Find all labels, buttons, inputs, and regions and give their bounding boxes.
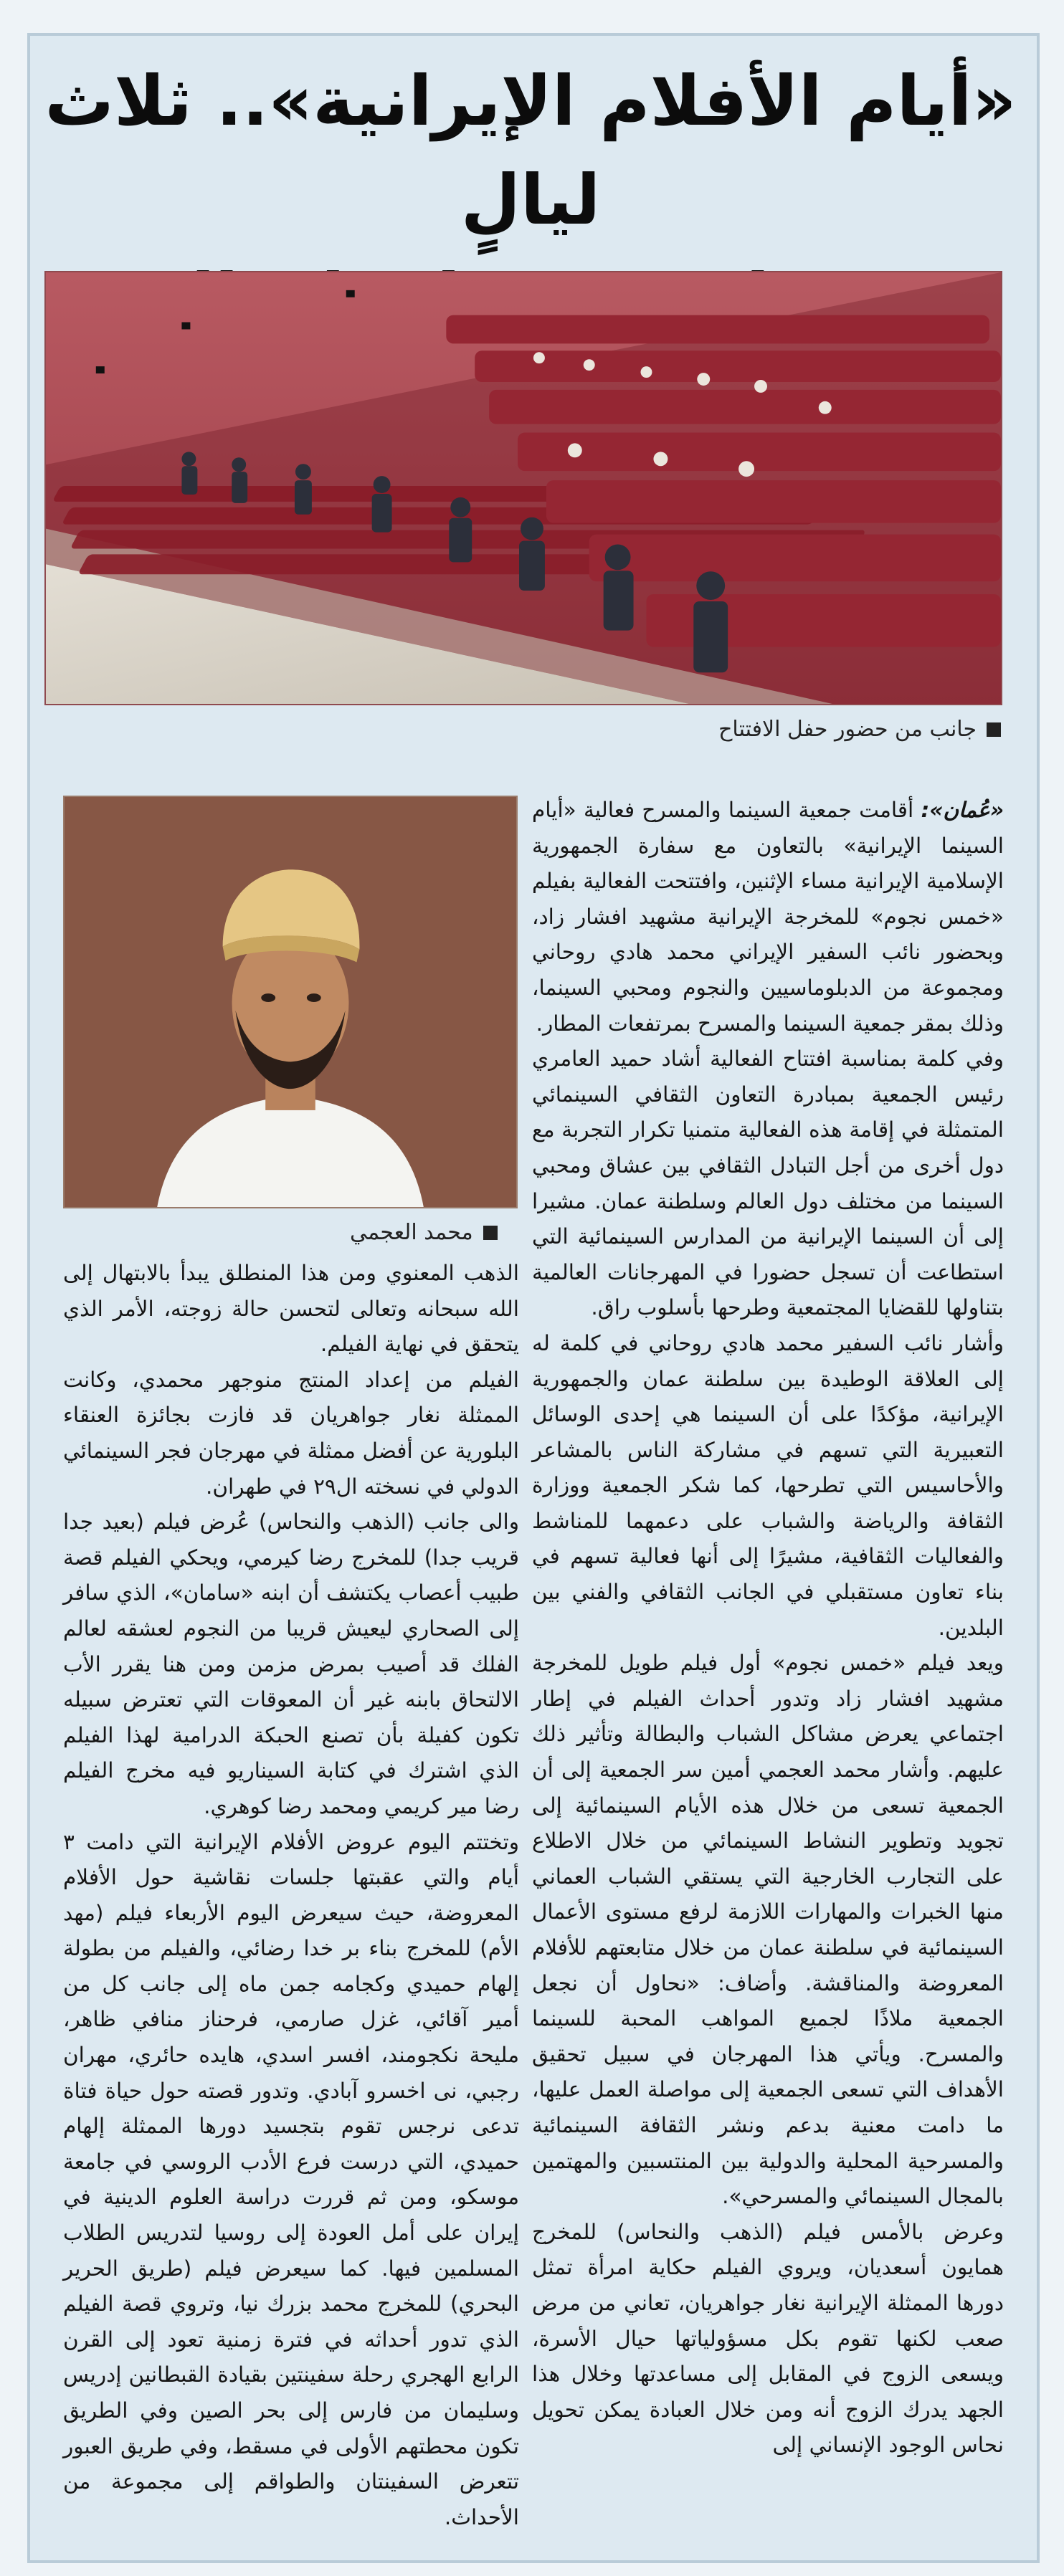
caption-bullet-icon — [987, 722, 1001, 737]
article-paragraph — [63, 1256, 519, 1363]
paragraph-text: أقامت جمعية السينما والمسرح فعالية «أيام السينما الإيرانية» بالتعاون مع سفارة الجمهورية الإسلامية الإيرانية مساء الإثنين، وافتتحت الفعالية بفيلم «خمس نجوم» للمخرجة الإيرانية مشهيد افشار زاد، وبحضور نائب السفير الإيراني محمد هادي روحاني ومجموعة من الدبلوماسيين والنجوم ومحبي السينما، وذلك بمقر جمعية السينما والمسرح بمرتفعات المطار. — [532, 798, 1004, 1036]
cinema-hall-photo — [44, 271, 1002, 705]
paragraph-text: الذهب المعنوي ومن هذا المنطلق يبدأ بالابتهال إلى الله سبحانه وتعالى لتحسن حالة زوجته، الأمر الذي يتحقق في نهاية الفيلم. — [63, 1261, 519, 1357]
article-paragraph — [532, 1326, 1004, 1646]
article-paragraph — [532, 793, 1004, 1041]
cinema-hall-illustration — [46, 272, 1001, 704]
hall-photo-caption — [718, 715, 1001, 744]
paragraph-text: وعرض بالأمس فيلم (الذهب والنحاس) للمخرج همايون أسعديان، ويروي الفيلم حكاية امرأة تمثل دورها الممثلة الإيرانية نغار جواهريان، تعاني من مرض صعب لكنها تقوم بكل مسؤولياتها حيال الأسرة، ويسعى الزوج في المقابل إلى مساعدتها وخلال هذا الجهد يدرك الزوج أنه ومن خلال العبادة يمكن تحويل نحاس الوجود الإنساني إلى — [532, 2219, 1004, 2458]
portrait-caption — [350, 1218, 498, 1247]
paragraph-text: وأشار نائب السفير محمد هادي روحاني في كلمة له إلى العلاقة الوطيدة بين سلطنة عمان والجمهورية الإيرانية، مؤكدًا على أن السينما هي إحدى الوسائل التعبيرية التي تسهم في مشاركة الناس بالمشاعر والأحاسيس التي تطرحها، كما شكر الجمعية ووزارة الثقافة والرياضة والشباب على دعمهما للمناشط والفعاليات الثقافية، مشيرًا إلى أنها فعالية تسهم في بناء تعاون مستقبلي في الجانب الثقافي والفني بين البلدين. — [532, 1330, 1004, 1640]
paragraph-text: وتختتم اليوم عروض الأفلام الإيرانية التي دامت ٣ أيام والتي عقبتها جلسات نقاشية حول الأفلام المعروضة، حيث سيعرض اليوم الأربعاء فيلم (مهد الأم) للمخرج بناء بر خدا رضائي، والفيلم من بطولة إلهام حميدي وكجامه جمن ماه إلى جانب كل من أمير آقائي، غزل صارمي، فرحناز منافي ظاهر، مليحة نكجومند، افسر اسدي، هايده حائري، مهران رجبي، نی اخسرو آبادي. وتدور قصته حول حياة فتاة تدعى نرجس تقوم بتجسيد دورها الممثلة إلهام حميدي، التي درست فرع الأدب الروسي في جامعة موسكو، ومن ثم قررت دراسة العلوم الدينية في إيران على أمل العودة إلى روسيا لتدريس الطلاب المسلمين فيها. كما سيعرض فيلم (طريق الحرير البحري) للمخرج محمد بزرك نيا، وتروي قصة الفيلم الذي تدور أحداثه في فترة زمنية تعود إلى القرن الرابع الهجري رحلة سفينتين بقيادة القبطانين إدريس وسليمان من فارس إلى بحر الصين وفي الطريق تكون محطتهم الأولى في مسقط، وفي طريق العبور تتعرض السفينتان والطواقم إلى مجموعة من الأحداث. — [63, 1829, 519, 2529]
article-left-column — [63, 1256, 519, 2535]
portrait-caption-text: محمد العجمي — [350, 1220, 473, 1245]
paragraph-text: وفي كلمة بمناسبة افتتاح الفعالية أشاد حميد العامري رئيس الجمعية بمبادرة التعاون الثقافي السينمائي المتمثلة في إقامة هذه الفعالية متمنيا تكرار التجربة مع دول أخرى من أجل التبادل الثقافي بين عشاق ومحبي السينما من مختلف دول العالم وسلطنة عمان. مشيرا إلى أن السينما الإيرانية من المدارس السينمائية التي استطاعت أن تسجل حضورا في المهرجانات العالمية بتناولها للقضايا المجتمعية وطرحها بأسلوب راق. — [532, 1046, 1004, 1320]
article-paragraph — [63, 1825, 519, 2536]
article-paragraph — [63, 1363, 519, 1504]
article-paragraph — [63, 1504, 519, 1824]
hall-photo-caption-text: جانب من حضور حفل الافتتاح — [718, 717, 977, 742]
portrait-illustration — [65, 797, 516, 1207]
article-paragraph — [532, 2215, 1004, 2463]
dateline: «عُمان»: — [921, 798, 1004, 822]
article-right-column — [532, 793, 1004, 2463]
paragraph-text: ويعد فيلم «خمس نجوم» أول فيلم طويل للمخرجة مشهيد افشار زاد وتدور أحداث الفيلم في إطار اجتماعي يعرض مشاكل الشباب والبطالة وتأثير ذلك عليهم. وأشار محمد العجمي أمين سر الجمعية إلى أن الجمعية تسعى من خلال هذه الأيام السينمائية إلى تجويد وتطوير النشاط السينمائي من خلال الاطلاع على التجارب الخارجية التي يستقي الشباب العماني منها الخبرات والمهارات اللازمة لرفع مستوى الأعمال السينمائية في سلطنة عمان من خلال متابعتهم للأفلام المعروضة والمناقشة. وأضاف: «نحاول أن نجعل الجمعية ملاذًا لجميع المواهب المحبة للسينما والمسرح. ويأتي هذا المهرجان في سبيل تحقيق الأهداف التي تسعى الجمعية إلى مواصلة العمل عليها، ما دامت معنية بدعم ونشر الثقافة السينمائية والمسرحية المحلية والدولية بين المنتسبين والمهتمين بالمجال السينمائي والمسرحي». — [532, 1651, 1004, 2209]
caption-bullet-icon — [483, 1226, 498, 1240]
paragraph-text: والى جانب (الذهب والنحاس) عُرض فيلم (بعيد جدا قريب جدا) للمخرج رضا كيرمي، ويحكي الفيلم قصة طبيب أعصاب يكتشف أن ابنه «سامان»، الذي سافر إلى الصحاري ليعيش قريبا من النجوم لعشقه لعالم الفلك قد أصيب بمرض مزمن ومن هنا يقرر الأب الالتحاق بابنه غير أن المعوقات التي تعترض سبيله تكون كفيلة بأن تصنع الحبكة الدرامية لهذا الفيلم الذي اشترك في كتابة السيناريو فيه مخرج الفيلم رضا مير كريمي ومحمد رضا كوهري. — [63, 1509, 519, 1818]
portrait-photo — [63, 796, 518, 1208]
headline-line-1: «أيام الأفلام الإيرانية».. ثلاث ليالٍ — [44, 61, 1017, 240]
article-paragraph — [532, 1646, 1004, 2215]
article-paragraph — [532, 1041, 1004, 1326]
paragraph-text: الفيلم من إعداد المنتج منوجهر محمدي، وكانت الممثلة نغار جواهريان قد فازت بجائزة العنقاء البلورية عن أفضل ممثلة في مهرجان فجر السينمائي الدولي في نسخته ال٢٩ في طهران. — [63, 1367, 519, 1499]
